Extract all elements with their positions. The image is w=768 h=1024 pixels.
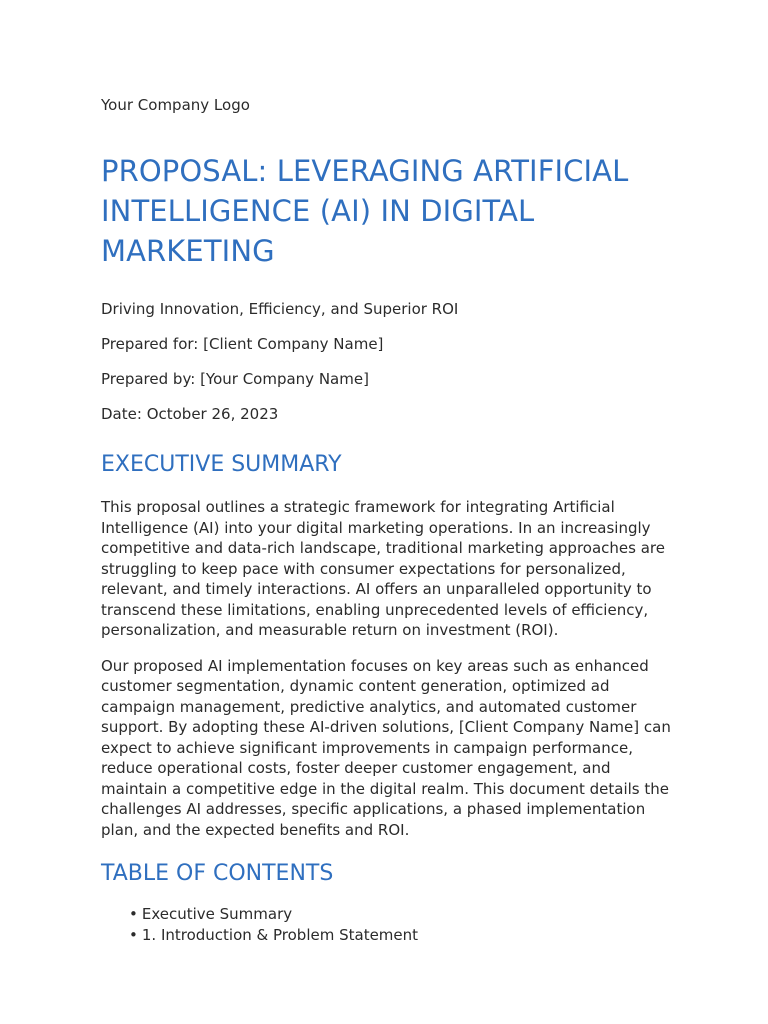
executive-summary-paragraph-2: Our proposed AI implementation focuses on key areas such as enhanced customer segmentation, dynamic content generation, optimized ad campaign management, predictive analytics, and automated customer support. By adopting these AI-driven solutions, [Client Company Name] can expect to achieve significant improvements in campaign performance, reduce operational costs, foster deeper customer engagement, and maintain a competitive edge in the digital realm. This document details the challenges AI addresses, specific applications, a phased implementation plan, and the expected benefits and ROI. — [101, 656, 671, 839]
toc-item-label: 1. Introduction & Problem Statement — [141, 925, 419, 944]
prepared-by-value: [Your Company Name] — [200, 370, 369, 388]
prepared-for-value: [Client Company Name] — [203, 335, 384, 353]
executive-summary-paragraph-1: This proposal outlines a strategic framework for integrating Artificial Intelligence (AI) into your digital marketing operations. In an increasingly competitive and data-rich landscape, traditional marketing approaches are struggling to keep pace with consumer expectations for personalized, relevant, and timely interactions. AI offers an unparalleled opportunity to transcend these limitations, enabling unprecedented levels of efficiency, personalization, and measurable return on investment (ROI). — [101, 498, 665, 639]
bullet-icon: • — [129, 905, 138, 923]
prepared-for-label: Prepared for: — [101, 335, 199, 353]
proposal-subtitle: Driving Innovation, Efficiency, and Superior ROI — [101, 300, 459, 318]
bullet-icon: • — [129, 925, 138, 944]
date-label: Date: — [101, 405, 142, 423]
executive-summary-heading: EXECUTIVE SUMMARY — [101, 452, 342, 477]
table-of-contents-heading: TABLE OF CONTENTS — [101, 861, 334, 886]
table-of-contents-list — [101, 904, 672, 945]
toc-item[interactable] — [129, 904, 672, 925]
toc-item-label: Executive Summary — [141, 905, 293, 923]
prepared-for-line — [101, 334, 672, 354]
prepared-by-line — [101, 369, 672, 389]
company-logo-placeholder: Your Company Logo — [101, 96, 250, 114]
date-line — [101, 404, 672, 424]
date-value: October 26, 2023 — [146, 405, 279, 423]
toc-item[interactable] — [129, 925, 672, 946]
proposal-title: PROPOSAL: LEVERAGING ARTIFICIAL INTELLIGENCE (AI) IN DIGITAL MARKETING — [101, 154, 629, 268]
prepared-by-label: Prepared by: — [101, 370, 196, 388]
